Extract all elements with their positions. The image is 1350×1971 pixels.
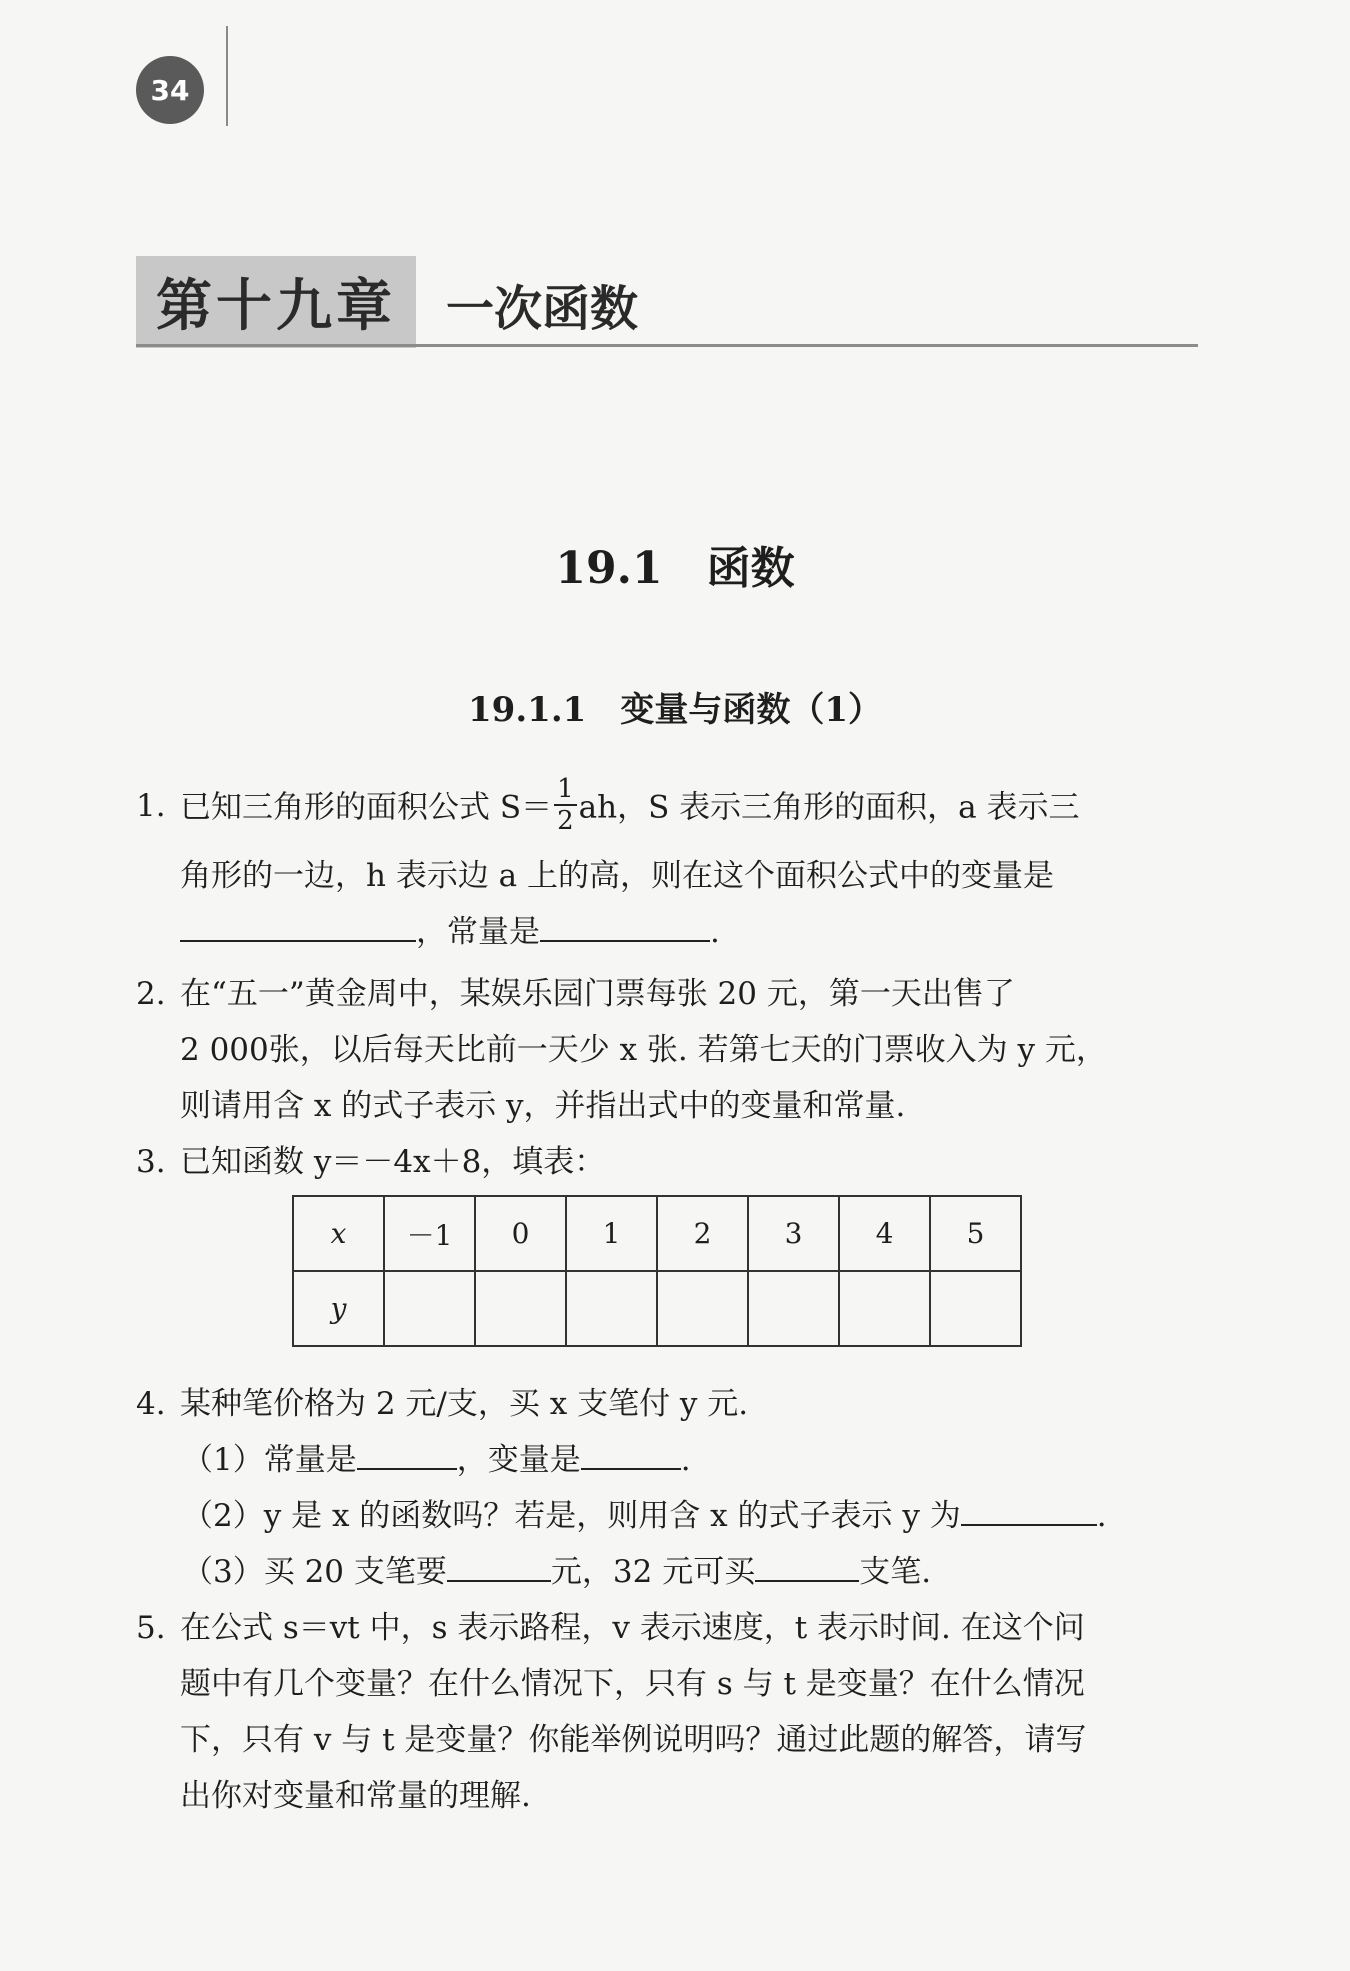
question-5-line-2: 题中有几个变量？在什么情况下，只有 s 与 t 是变量？在什么情况	[180, 1666, 1085, 1702]
question-5-line-4: 出你对变量和常量的理解.	[180, 1778, 531, 1814]
fraction	[554, 774, 577, 836]
question-3-text: 已知函数 y＝－4x＋8，填表：	[180, 1144, 606, 1180]
table-cell-y-blank[interactable]	[930, 1271, 1021, 1346]
table-cell-y-blank[interactable]	[566, 1271, 657, 1346]
part-1-text-b: ，变量是	[456, 1442, 581, 1478]
table-cell-x: 2	[657, 1196, 748, 1271]
table-cell-x: 5	[930, 1196, 1021, 1271]
fraction-denominator: 2	[557, 806, 574, 836]
table-cell-y-blank[interactable]	[475, 1271, 566, 1346]
question-1-line-3	[180, 904, 1206, 960]
section-title: 19.1 函数	[555, 543, 795, 594]
question-2-line-1: 在“五一”黄金周中，某娱乐园门票每张 20 元，第一天出售了	[180, 976, 1015, 1012]
question-1-text-a: 已知三角形的面积公式 S＝	[180, 789, 553, 826]
chapter-label: 第十九章	[136, 256, 416, 348]
chapter-title: 一次函数	[446, 281, 639, 337]
part-3-text-c: 支笔.	[859, 1554, 932, 1590]
answer-blank-count[interactable]	[755, 1550, 859, 1582]
part-2-text-a: （2）y 是 x 的函数吗？若是，则用含 x 的式子表示 y 为	[182, 1498, 961, 1534]
table-cell-x: －1	[384, 1196, 475, 1271]
answer-blank-cost[interactable]	[447, 1550, 551, 1582]
answer-blank-constants[interactable]	[540, 910, 710, 942]
value-table	[292, 1195, 1022, 1347]
part-3-text-a: （3）买 20 支笔要	[182, 1554, 447, 1590]
table-header-x: x	[293, 1196, 384, 1271]
question-1-line-2: 角形的一边，h 表示边 a 上的高，则在这个面积公式中的变量是	[180, 858, 1055, 894]
question-number: 3.	[136, 1144, 166, 1180]
question-1	[136, 774, 1206, 960]
question-1-text-c: ，常量是	[416, 914, 540, 950]
question-2-line-3: 则请用含 x 的式子表示 y，并指出式中的变量和常量.	[180, 1088, 906, 1124]
table-cell-x: 0	[475, 1196, 566, 1271]
question-2	[136, 966, 1206, 1134]
question-number: 4.	[136, 1386, 166, 1422]
answer-blank-constant[interactable]	[357, 1438, 457, 1470]
part-1-text-c: .	[680, 1442, 691, 1478]
question-4-part-1	[182, 1432, 691, 1488]
table-cell-y-blank[interactable]	[657, 1271, 748, 1346]
question-5-line-1: 在公式 s＝vt 中，s 表示路程，v 表示速度，t 表示时间. 在这个问	[180, 1610, 1085, 1646]
answer-blank-variable[interactable]	[581, 1438, 681, 1470]
answer-blank-expression[interactable]	[961, 1494, 1097, 1526]
answer-blank-variables[interactable]	[180, 910, 416, 942]
part-2-text-b: .	[1096, 1498, 1107, 1534]
question-3	[136, 1134, 1206, 1190]
part-3-text-b: 元，32 元可买	[550, 1554, 756, 1590]
question-5	[136, 1600, 1206, 1824]
question-1-line-1	[180, 774, 1206, 840]
subsection-title: 19.1.1 变量与函数（1）	[468, 690, 882, 730]
page-number-badge	[136, 56, 204, 124]
question-5-line-3: 下，只有 v 与 t 是变量？你能举例说明吗？通过此题的解答，请写	[180, 1722, 1087, 1758]
part-1-text-a: （1）常量是	[182, 1442, 357, 1478]
table-row-y	[293, 1271, 1021, 1346]
page-number: 34	[150, 73, 190, 107]
question-2-line-2: 2 000张，以后每天比前一天少 x 张. 若第七天的门票收入为 y 元，	[180, 1032, 1107, 1068]
question-number: 1.	[136, 788, 166, 824]
table-cell-x: 3	[748, 1196, 839, 1271]
question-4-part-2	[182, 1488, 1107, 1544]
question-4-text: 某种笔价格为 2 元/支，买 x 支笔付 y 元.	[180, 1386, 749, 1422]
table-cell-y-blank[interactable]	[384, 1271, 475, 1346]
question-number: 2.	[136, 976, 166, 1012]
question-1-text-d: .	[710, 914, 720, 950]
fraction-numerator: 1	[554, 774, 577, 806]
header-divider	[226, 26, 228, 126]
table-header-y: y	[293, 1271, 384, 1346]
table-cell-x: 4	[839, 1196, 930, 1271]
table-cell-y-blank[interactable]	[839, 1271, 930, 1346]
chapter-divider	[136, 344, 1198, 347]
table-row-x	[293, 1196, 1021, 1271]
table-cell-x: 1	[566, 1196, 657, 1271]
question-1-text-b: ah，S 表示三角形的面积，a 表示三	[578, 789, 1080, 826]
question-number: 5.	[136, 1610, 166, 1646]
question-4	[136, 1376, 1206, 1432]
table-cell-y-blank[interactable]	[748, 1271, 839, 1346]
question-4-part-3	[182, 1544, 931, 1600]
